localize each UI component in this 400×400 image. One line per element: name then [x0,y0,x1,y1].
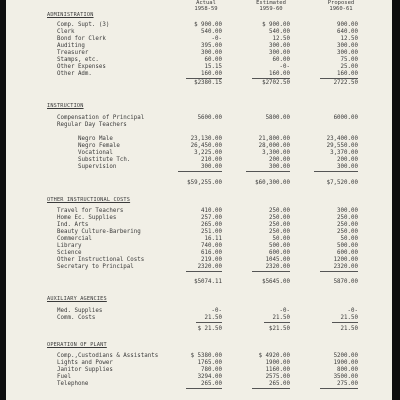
row-label: Comp. Supt. (3) [57,22,110,28]
estimated-value: 160.00 [269,71,290,77]
estimated-value: 200.00 [269,157,290,163]
row-label: Comm. Costs [57,315,96,321]
proposed-value: 2320.00 [333,264,358,270]
actual-value: 265.00 [201,381,222,387]
column-header-estimated-year: 1959-60 [259,6,283,12]
row-label: Other Instructional Costs [57,257,145,263]
table-row [6,115,392,122]
row-label: Fuel [57,374,71,380]
table-row [6,64,392,71]
row-label: Lights and Power [57,360,113,366]
estimated-value: -0- [279,308,290,314]
table-row [6,57,392,64]
proposed-value: 75.00 [340,57,358,63]
actual-value: 300.00 [201,164,222,170]
column-header-proposed [316,0,366,12]
subtotal-rule [186,271,222,272]
row-label: Bond for Clerk [57,36,106,42]
actual-value: 265.00 [201,222,222,228]
column-header-actual-year: 1958-59 [194,6,218,12]
proposed-value: 3,370.00 [330,150,358,156]
actual-value: 251.00 [201,229,222,235]
column-header-estimated [246,0,296,12]
row-label: Supervision [78,164,117,170]
section-heading-auxiliary-agencies: AUXILIARY AGENCIES [47,296,107,302]
proposed-value: 160.00 [337,71,358,77]
actual-value: 21.50 [204,315,222,321]
estimated-value: 265.00 [269,381,290,387]
section-heading-operation-of-plant: OPERATION OF PLANT [47,342,107,348]
estimated-value: 2320.00 [265,264,290,270]
actual-value: 3294.00 [197,374,222,380]
subtotal-rule [320,388,358,389]
proposed-value: 300.00 [337,164,358,170]
table-row [6,208,392,215]
actual-value: 3,225.00 [194,150,222,156]
row-label: Negro Male [78,136,113,142]
estimated-value: $ 900.00 [262,22,290,28]
section-total-row [6,279,392,286]
table-row [6,143,392,150]
actual-value: 740.00 [201,243,222,249]
proposed-value: 25.00 [340,64,358,70]
actual-value: $ 5380.00 [190,353,222,359]
table-row [6,43,392,50]
row-label: Regular Day Teachers [57,122,127,128]
estimated-value: 1045.00 [265,257,290,263]
actual-value: 410.00 [201,208,222,214]
actual-value: 257.00 [201,215,222,221]
estimated-value: 21.50 [272,315,290,321]
estimated-value: -0- [279,64,290,70]
proposed-value: 200.00 [337,157,358,163]
actual-value: -0- [211,36,222,42]
table-row [6,257,392,264]
row-label: Compensation of Principal [57,115,145,121]
proposed-value: 21.50 [340,315,358,321]
table-row [6,71,392,78]
row-label: Science [57,250,82,256]
proposed-value: 12.50 [340,36,358,42]
estimated-value: 300.00 [269,43,290,49]
estimated-value: 5800.00 [265,115,290,121]
table-row [6,315,392,322]
subtotal-rule [264,322,290,323]
proposed-value: 5200.00 [333,353,358,359]
table-row [6,229,392,236]
proposed-total: 5870.00 [333,279,358,285]
actual-total: $5074.11 [194,279,222,285]
table-row [6,222,392,229]
table-row [6,250,392,257]
subtotal-rule [314,171,358,172]
subtotal-rule [178,171,222,172]
actual-value: 160.00 [201,71,222,77]
estimated-value: 600.00 [269,250,290,256]
estimated-total: $60,300.00 [255,180,290,186]
subtotal-rule [196,322,222,323]
column-header-proposed-year: 1960-61 [329,6,353,12]
row-label: Home Ec. Supplies [57,215,117,221]
subtotal-rule [252,78,290,79]
table-row [6,36,392,43]
table-row [6,308,392,315]
column-header-proposed-title: Proposed [327,0,355,6]
actual-value: 540.00 [201,29,222,35]
table-row [6,264,392,271]
actual-value: 5600.00 [197,115,222,121]
row-label: Ind. Arts [57,222,89,228]
proposed-value: 23,400.00 [326,136,358,142]
proposed-value: -0- [347,308,358,314]
table-row [6,381,392,388]
column-header-actual [186,0,226,12]
proposed-value: 300.00 [337,208,358,214]
actual-value: 26,450.00 [190,143,222,149]
proposed-value: 3500.00 [333,374,358,380]
actual-value: 60.00 [204,57,222,63]
proposed-value: 300.00 [337,50,358,56]
subtotal-rule [252,271,290,272]
section-heading-other-instructional-costs: OTHER INSTRUCTIONAL COSTS [47,197,131,203]
actual-value: 210.00 [201,157,222,163]
table-row [6,374,392,381]
budget-page [6,0,392,400]
subtotal-rule [332,322,358,323]
table-row [6,353,392,360]
estimated-value: $ 4920.00 [258,353,290,359]
proposed-value: 6000.00 [333,115,358,121]
proposed-value: 250.00 [337,222,358,228]
estimated-value: 250.00 [269,229,290,235]
row-label: Clerk [57,29,75,35]
column-header-actual-title: Actual [196,0,216,6]
estimated-value: 300.00 [269,164,290,170]
estimated-value: 1900.00 [265,360,290,366]
section-total-row [6,80,392,87]
proposed-value: 1200.00 [333,257,358,263]
section-heading-instruction: INSTRUCTION [47,103,84,109]
table-row [6,164,392,171]
proposed-value: 250.00 [337,229,358,235]
row-label: Negro Female [78,143,120,149]
row-label: Beauty Culture-Barbering [57,229,141,235]
proposed-total: 2722.50 [333,80,358,86]
estimated-value: 500.00 [269,243,290,249]
proposed-value: 1900.00 [333,360,358,366]
estimated-total: $2702.50 [262,80,290,86]
table-row [6,50,392,57]
actual-value: 16.11 [204,236,222,242]
actual-total: $59,255.00 [187,180,222,186]
row-label: Travel for Teachers [57,208,124,214]
table-row [6,22,392,29]
estimated-value: 28,000.00 [258,143,290,149]
actual-total: $2380.15 [194,80,222,86]
section-total-row [6,180,392,187]
actual-total: $ 21.50 [197,326,222,332]
table-row [6,367,392,374]
actual-value: 15.15 [204,64,222,70]
row-label: Comp.,Custodians & Assistants [57,353,159,359]
table-row [6,122,392,129]
estimated-value: 2575.00 [265,374,290,380]
row-label: Stamps, etc. [57,57,99,63]
subtotal-rule [320,78,358,79]
section-total-row [6,326,392,333]
subtotal-rule [252,388,290,389]
row-label: Med. Supplies [57,308,103,314]
table-row [6,136,392,143]
table-row [6,243,392,250]
proposed-value: 50.00 [340,236,358,242]
section-heading-administration: ADMINISTRATION [47,12,94,18]
actual-value: $ 900.00 [194,22,222,28]
row-label: Commercial [57,236,92,242]
table-row [6,360,392,367]
actual-value: 616.00 [201,250,222,256]
subtotal-rule [186,388,222,389]
proposed-value: 275.00 [337,381,358,387]
row-label: Other Adm. [57,71,92,77]
proposed-value: 300.00 [337,43,358,49]
estimated-total: $5645.00 [262,279,290,285]
row-label: Janitor Supplies [57,367,113,373]
table-row [6,29,392,36]
proposed-value: 500.00 [337,243,358,249]
proposed-value: 900.00 [337,22,358,28]
table-row [6,157,392,164]
row-label: Vocational [78,150,113,156]
proposed-total: 21.50 [340,326,358,332]
subtotal-rule [186,78,222,79]
actual-value: 395.00 [201,43,222,49]
table-row [6,150,392,157]
scan-border-right [392,0,400,400]
row-label: Telephone [57,381,89,387]
estimated-value: 21,800.00 [258,136,290,142]
row-label: Other Expenses [57,64,106,70]
actual-value: 2320.00 [197,264,222,270]
estimated-total: $21.50 [269,326,290,332]
estimated-value: 3,300.00 [262,150,290,156]
proposed-value: 600.00 [337,250,358,256]
estimated-value: 540.00 [269,29,290,35]
row-label: Secretary to Principal [57,264,134,270]
proposed-value: 640.00 [337,29,358,35]
estimated-value: 1160.00 [265,367,290,373]
proposed-value: 29,550.00 [326,143,358,149]
row-label: Library [57,243,82,249]
actual-value: 300.00 [201,50,222,56]
subtotal-rule [320,271,358,272]
estimated-value: 12.50 [272,36,290,42]
estimated-value: 250.00 [269,208,290,214]
estimated-value: 250.00 [269,222,290,228]
estimated-value: 50.00 [272,236,290,242]
column-header-estimated-title: Estimated [256,0,286,6]
proposed-total: $7,520.00 [326,180,358,186]
actual-value: -0- [211,308,222,314]
row-label: Auditing [57,43,85,49]
proposed-value: 800.00 [337,367,358,373]
subtotal-rule [246,171,290,172]
row-label: Treasurer [57,50,89,56]
estimated-value: 60.00 [272,57,290,63]
table-row [6,236,392,243]
row-label: Substitute Tch. [78,157,131,163]
estimated-value: 300.00 [269,50,290,56]
actual-value: 780.00 [201,367,222,373]
actual-value: 1765.00 [197,360,222,366]
actual-value: 23,130.00 [190,136,222,142]
table-row [6,215,392,222]
estimated-value: 250.00 [269,215,290,221]
proposed-value: 250.00 [337,215,358,221]
actual-value: 219.00 [201,257,222,263]
